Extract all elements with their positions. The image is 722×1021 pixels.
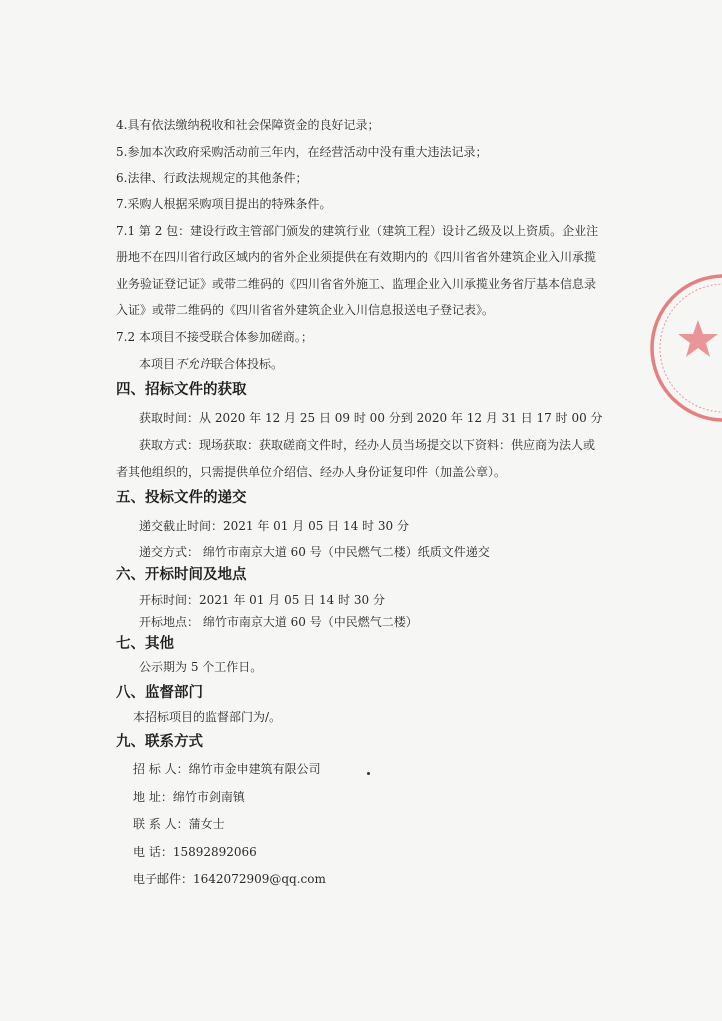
- condition-item-7-2: 7.2 本项目不接受联合体参加磋商。；: [116, 330, 313, 344]
- condition-item-7-1-line-4: 入证》或带二维码的《四川省省外建筑企业入川信息报送电子登记表》。: [116, 303, 495, 317]
- section-9-heading: 九、联系方式: [116, 734, 203, 750]
- email-label: 电子邮件：: [133, 872, 194, 886]
- section-4-method-line-1: 获取方式：现场获取：获取磋商文件时，经办人员当场提交以下资料：供应商为法人或: [139, 438, 596, 452]
- section-6-place: 开标地点： 绵竹市南京大道 60 号（中民燃气二楼）: [139, 615, 418, 629]
- tenderer-label: 招 标 人：: [133, 762, 189, 776]
- contact-phone: [133, 844, 257, 860]
- address-label: 地 址：: [133, 790, 173, 804]
- section-5-heading: 五、投标文件的递交: [116, 490, 247, 506]
- section-4-time: 获取时间：从 2020 年 12 月 25 日 09 时 00 分到 2020 年 12 月 31 日 17 时 00 分: [139, 411, 603, 425]
- seal-stamp-icon: [640, 268, 722, 428]
- section-7-text: 公示期为 5 个工作日。: [139, 660, 263, 674]
- contact-value: 蒲女士: [188, 817, 225, 831]
- contact-tenderer: [133, 761, 321, 777]
- condition-item-7-1-line-2: 册地不在四川省行政区域内的省外企业须提供在有效期内的《四川省省外建筑企业入川承揽: [116, 250, 597, 264]
- consortium-suffix: 联合体投标。: [211, 357, 284, 371]
- phone-label: 电 话：: [133, 845, 173, 859]
- contact-label: 联 系 人：: [133, 817, 189, 831]
- section-6-time: 开标时间：2021 年 01 月 05 日 14 时 30 分: [139, 593, 385, 607]
- contact-address: [133, 789, 245, 805]
- section-5-deadline: 递交截止时间：2021 年 01 月 05 日 14 时 30 分: [139, 519, 409, 533]
- scan-speck: [367, 772, 370, 775]
- address-value: 绵竹市剑南镇: [172, 790, 245, 804]
- phone-value: 15892892066: [172, 845, 257, 859]
- condition-item-6: 6.法律、行政法规规定的其他条件；: [116, 171, 308, 185]
- email-value: 1642072909@qq.com: [193, 872, 326, 886]
- condition-item-7-1-line-3: 业务验证登记证》或带二维码的《四川省省外施工、监理企业入川承揽业务省厅基本信息录: [116, 277, 597, 291]
- condition-item-7-1-line-1: 7.1 第 2 包：建设行政主管部门颁发的建筑行业（建筑工程）设计乙级及以上资质。企业注: [116, 224, 599, 238]
- condition-item-5: 5.参加本次政府采购活动前三年内，在经营活动中没有重大违法记录；: [116, 145, 488, 159]
- condition-item-4: 4.具有依法缴纳税收和社会保障资金的良好记录；: [116, 118, 380, 132]
- condition-item-7: 7.采购人根据采购项目提出的特殊条件。: [116, 197, 332, 211]
- section-6-heading: 六、开标时间及地点: [116, 567, 247, 583]
- section-7-heading: 七、其他: [116, 636, 174, 652]
- contact-email: [133, 871, 326, 887]
- section-5-method: 递交方式： 绵竹市南京大道 60 号（中民燃气二楼）纸质文件递交: [139, 545, 490, 559]
- contact-person: [133, 816, 225, 832]
- section-8-heading: 八、监督部门: [116, 685, 203, 701]
- tenderer-value: 绵竹市金申建筑有限公司: [188, 762, 321, 776]
- consortium-prefix: 本项目: [139, 357, 176, 371]
- section-4-method-line-2: 者其他组织的，只需提供单位介绍信、经办人身份证复印件（加盖公章）。: [116, 465, 507, 479]
- consortium-note: [139, 356, 283, 372]
- company-seal: [640, 268, 722, 428]
- section-4-heading: 四、招标文件的获取: [116, 382, 247, 398]
- consortium-italic: 不允许: [175, 357, 212, 371]
- section-8-text: 本招标项目的监督部门为/。: [133, 710, 282, 724]
